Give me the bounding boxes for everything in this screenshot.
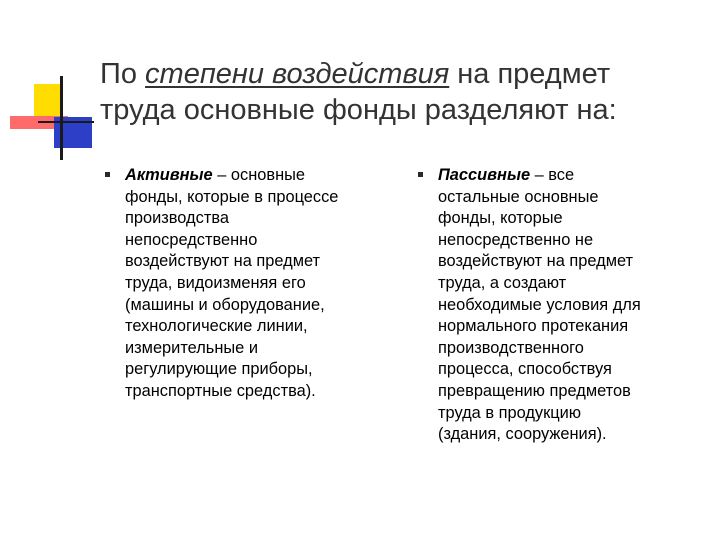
term-passive: Пассивные (438, 166, 531, 184)
column-line: непосредственно не (438, 230, 594, 249)
title-prefix: По (100, 58, 146, 90)
column-text (438, 165, 703, 446)
square-bullet-icon (105, 172, 110, 177)
decorative-yellow-square (34, 84, 62, 120)
column-line: остальные основные (438, 187, 599, 206)
column-first-line (125, 165, 387, 187)
column-line: непосредственно (125, 230, 258, 249)
column-line: (здания, сооружения). (438, 425, 607, 444)
column-line: воздействуют на предмет (125, 252, 321, 271)
decorative-vertical-line (60, 76, 63, 160)
column-line: производственного (438, 338, 584, 357)
column-text (125, 165, 387, 403)
column-line: транспортные средства). (125, 381, 316, 400)
term-active-rest: – основные (212, 166, 306, 184)
column-line: регулирующие приборы, (125, 360, 313, 379)
column-line: нормального протекания (438, 317, 629, 336)
column-line: фонды, которые в процессе (125, 187, 339, 206)
column-line: превращению предметов (438, 381, 631, 400)
column-line: фонды, которые (438, 209, 563, 228)
column-line: труда в продукцию (438, 403, 582, 422)
column-line: воздействуют на предмет (438, 252, 634, 271)
decorative-horizontal-line (38, 121, 94, 123)
column-passive-funds (418, 165, 703, 446)
column-line: технологические линии, (125, 317, 308, 336)
title-line1-rest: на предмет (449, 58, 611, 90)
column-line: измерительные и (125, 338, 258, 357)
column-line: необходимые условия для (438, 295, 641, 314)
column-line: труда, а создают (438, 273, 567, 292)
term-passive-rest: – все (530, 166, 575, 184)
column-line: труда, видоизменяя его (125, 273, 306, 292)
slide-title (100, 56, 700, 128)
title-emphasis: степени воздействия (145, 58, 450, 90)
title-line2: труда основные фонды разделяют на: (100, 94, 617, 126)
term-active: Активные (125, 166, 213, 184)
column-line: процесса, способствуя (438, 360, 612, 379)
column-active-funds (105, 165, 387, 403)
column-line: производства (125, 209, 229, 228)
square-bullet-icon (418, 172, 423, 177)
column-first-line (438, 165, 703, 187)
column-line: (машины и оборудование, (125, 295, 325, 314)
